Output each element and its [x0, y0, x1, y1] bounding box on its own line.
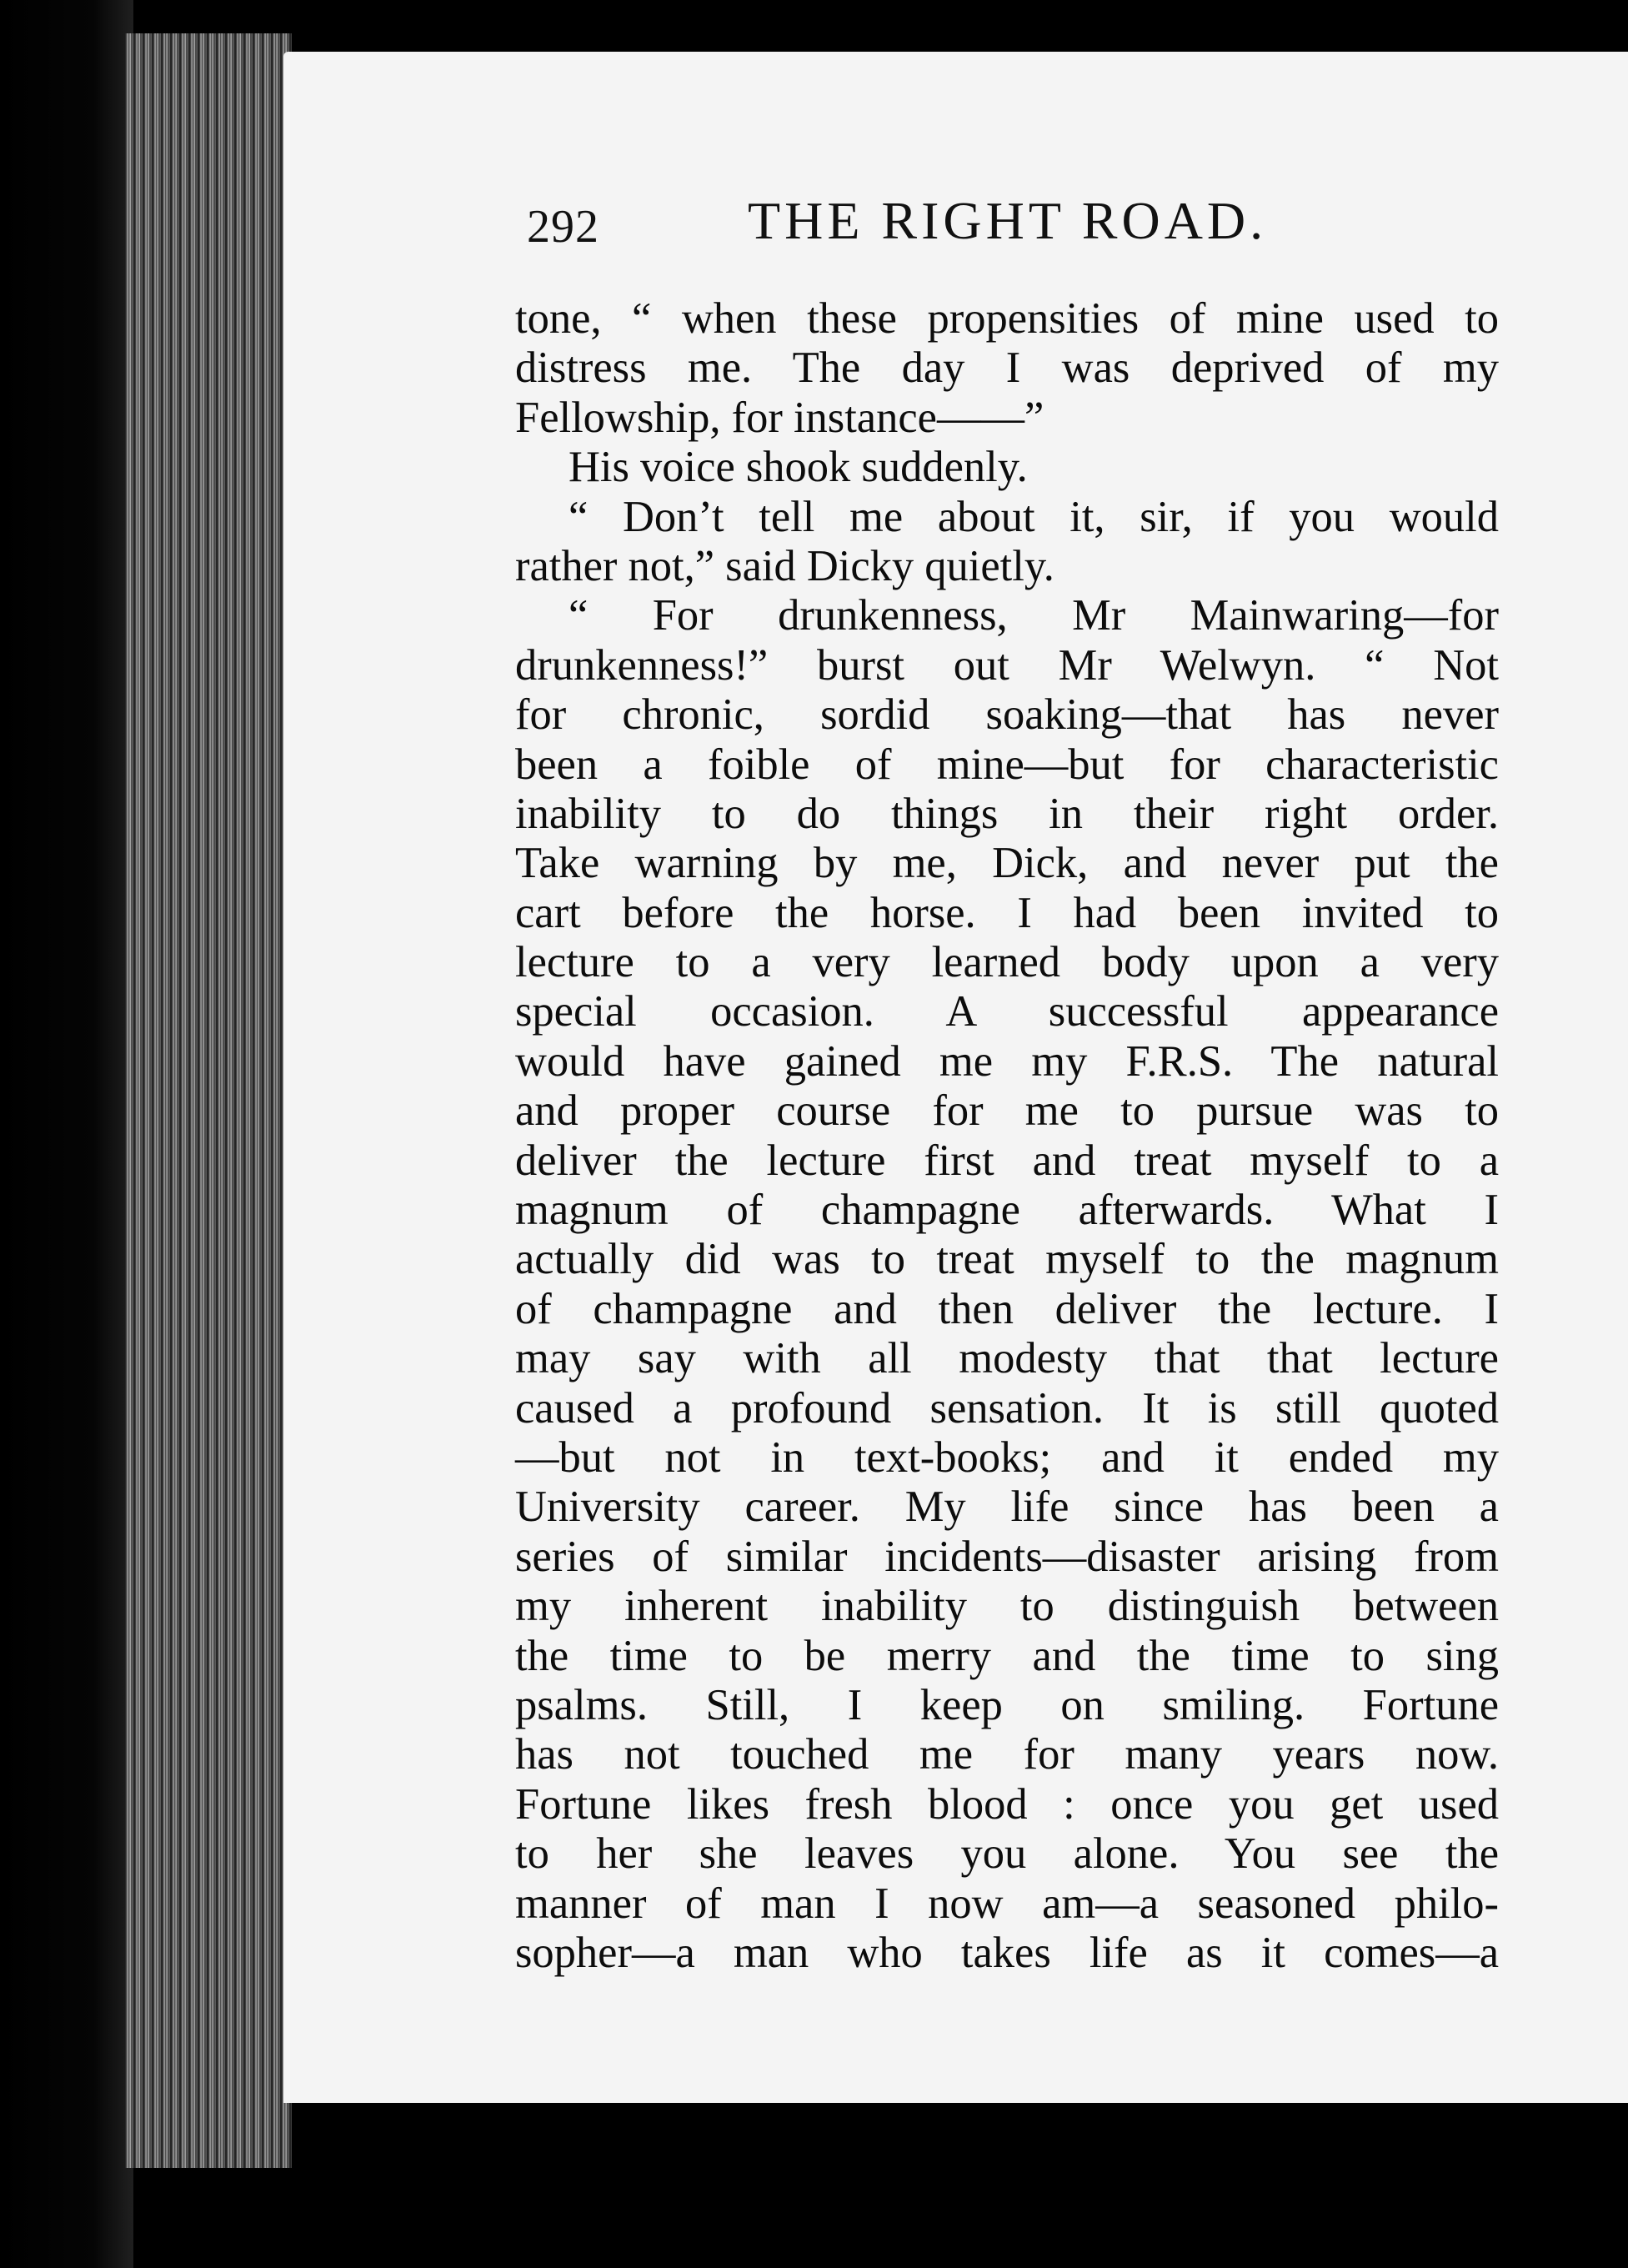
text-line: magnum of champagne afterwards. What I — [515, 1186, 1499, 1235]
text-line: actually did was to treat myself to the magnum — [515, 1235, 1499, 1284]
text-line: sopher—a man who takes life as it comes—a — [515, 1928, 1499, 1977]
text-line: “ For drunkenness, Mr Mainwaring—for — [569, 591, 1499, 640]
text-line: rather not,” said Dicky quietly. — [515, 541, 1054, 590]
text-line: caused a profound sensation. It is still quoted — [515, 1383, 1499, 1433]
text-line: deliver the lecture first and treat myself to a — [515, 1136, 1499, 1185]
text-line: been a foible of mine—but for characteristic — [515, 740, 1499, 789]
running-header — [527, 190, 1294, 257]
text-line: Fellowship, for instance——” — [515, 393, 1044, 442]
text-line: Fortune likes fresh blood : once you get used — [515, 1779, 1499, 1829]
book-spine-shadow — [0, 0, 133, 2268]
text-line: and proper course for me to pursue was to — [515, 1086, 1499, 1136]
body-text — [515, 294, 1499, 1978]
text-line: psalms. Still, I keep on smiling. Fortune — [515, 1680, 1499, 1729]
text-line: of champagne and then deliver the lecture. I — [515, 1284, 1499, 1333]
text-line: my inherent inability to distinguish between — [515, 1582, 1499, 1631]
text-line: lecture to a very learned body upon a very — [515, 938, 1499, 987]
text-line: series of similar incidents—disaster arising from — [515, 1532, 1499, 1581]
text-line: for chronic, sordid soaking—that has never — [515, 690, 1499, 740]
page-number: 292 — [527, 201, 599, 253]
text-line: cart before the horse. I had been invited to — [515, 888, 1499, 937]
text-line: has not touched me for many years now. — [515, 1730, 1499, 1779]
page-edges-strip — [125, 33, 292, 2168]
text-line: would have gained me my F.R.S. The natural — [515, 1036, 1499, 1086]
text-line: manner of man I now am—a seasoned philo- — [515, 1879, 1499, 1928]
text-line: to her she leaves you alone. You see the — [515, 1829, 1499, 1879]
text-line: tone, “ when these propensities of mine used to — [515, 294, 1499, 343]
text-line: may say with all modesty that that lecture — [515, 1334, 1499, 1383]
text-line: His voice shook suddenly. — [569, 443, 1028, 492]
text-line: —but not in text-books; and it ended my — [515, 1433, 1499, 1482]
text-line: special occasion. A successful appearance — [515, 987, 1499, 1036]
running-title: THE RIGHT ROAD. — [748, 191, 1268, 250]
text-line: the time to be merry and the time to sing — [515, 1631, 1499, 1680]
text-line: “ Don’t tell me about it, sir, if you would — [569, 492, 1499, 541]
text-line: distress me. The day I was deprived of my — [515, 344, 1499, 393]
text-line: inability to do things in their right order. — [515, 789, 1499, 838]
text-line: Take warning by me, Dick, and never put the — [515, 839, 1499, 888]
text-line: University career. My life since has been a — [515, 1483, 1499, 1532]
text-line: drunkenness!” burst out Mr Welwyn. “ Not — [515, 640, 1499, 690]
